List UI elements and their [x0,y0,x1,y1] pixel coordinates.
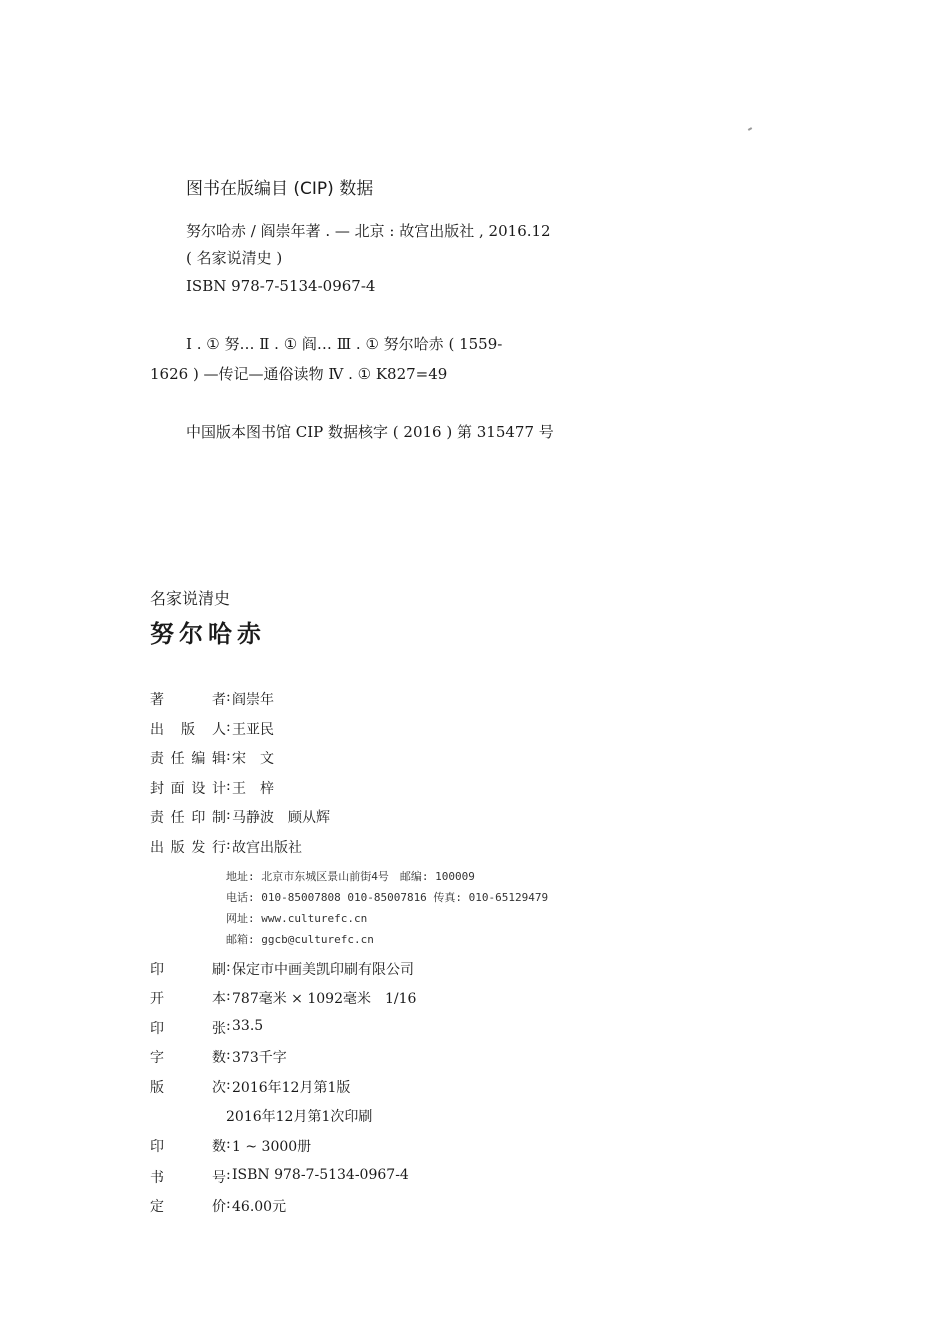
detail-value: 2016年12月第1次印刷 [226,1109,373,1125]
credit-value: 王亚民 [232,722,274,738]
credit-row: 责任编辑 : 宋 文 [150,748,274,767]
credit-label: 封面设计 [150,781,226,797]
credit-row: 责任印制 : 马静波 顾从辉 [150,807,330,826]
detail-label: 版 次 [150,1080,226,1096]
detail-label: 印 刷 [150,962,226,978]
credit-value: 马静波 顾从辉 [232,810,330,826]
credit-value: 故宫出版社 [232,840,302,856]
cip-classification-1: Ⅰ . ① 努… Ⅱ . ① 阎… Ⅲ . ① 努尔哈赤 ( 1559- [186,335,503,353]
series-name: 名家说清史 [150,589,231,608]
detail-value: 2016年12月第1版 [232,1080,351,1096]
detail-row: 印 张 : 33.5 [150,1018,264,1037]
credit-label: 责任编辑 [150,751,226,767]
detail-label: 字 数 [150,1050,226,1066]
detail-label: 开 本 [150,991,226,1007]
credit-label: 责任印制 [150,810,226,826]
detail-row: 印 刷 : 保定市中画美凯印刷有限公司 [150,959,414,978]
detail-value: 373千字 [232,1050,287,1066]
cip-line-1: 努尔哈赤 / 阎崇年著 . — 北京 : 故宫出版社 , 2016.12 [186,222,551,240]
credit-row: 出 版 人 : 王亚民 [150,719,274,738]
credit-value: 宋 文 [232,751,274,767]
scan-speck [748,127,752,131]
publisher-website: 网址: www.culturefc.cn [226,912,368,925]
detail-value: ISBN 978-7-5134-0967-4 [232,1167,409,1183]
credit-row: 封面设计 : 王 梓 [150,778,274,797]
publisher-email: 邮箱: ggcb@culturefc.cn [226,933,374,946]
credit-label: 著 者 [150,692,226,708]
cip-title: 图书在版编目 (CIP) 数据 [186,179,374,199]
detail-label: 印 数 [150,1139,226,1155]
publisher-address: 地址: 北京市东城区景山前街4号 邮编: 100009 [226,870,475,883]
cip-isbn: ISBN 978-7-5134-0967-4 [186,277,376,295]
cip-line-2: ( 名家说清史 ) [186,249,283,267]
detail-row: 版 次 : 2016年12月第1版 [150,1077,351,1096]
credit-row: 出版发行 : 故宫出版社 [150,837,302,856]
detail-value: 46.00元 [232,1199,287,1215]
detail-label: 书 号 [150,1170,226,1186]
detail-label: 定 价 [150,1199,226,1215]
credit-row: 著 者 : 阎崇年 [150,689,274,708]
detail-row: 印 数 : 1 ~ 3000册 [150,1136,312,1155]
book-title: 努尔哈赤 [150,619,266,648]
cip-classification-2: 1626 ) —传记—通俗读物 Ⅳ . ① K827=49 [150,365,448,383]
detail-value: 保定市中画美凯印刷有限公司 [232,962,414,978]
credit-value: 阎崇年 [232,692,274,708]
credit-value: 王 梓 [232,781,274,797]
detail-value: 33.5 [232,1018,264,1034]
detail-label: 印 张 [150,1021,226,1037]
detail-value: 787毫米 × 1092毫米 1/16 [232,991,417,1007]
detail-row: 定 价 : 46.00元 [150,1196,287,1215]
credit-label: 出 版 人 [150,722,226,738]
detail-row: 书 号 : ISBN 978-7-5134-0967-4 [150,1167,409,1186]
cip-core-number: 中国版本图书馆 CIP 数据核字 ( 2016 ) 第 315477 号 [186,423,554,441]
detail-value: 1 ~ 3000册 [232,1139,312,1155]
detail-row: 开 本 : 787毫米 × 1092毫米 1/16 [150,988,417,1007]
detail-row: 字 数 : 373千字 [150,1047,287,1066]
credit-label: 出版发行 [150,840,226,856]
publisher-phone: 电话: 010-85007808 010-85007816 传真: 010-65129479 [226,891,549,904]
detail-row [226,1106,372,1126]
